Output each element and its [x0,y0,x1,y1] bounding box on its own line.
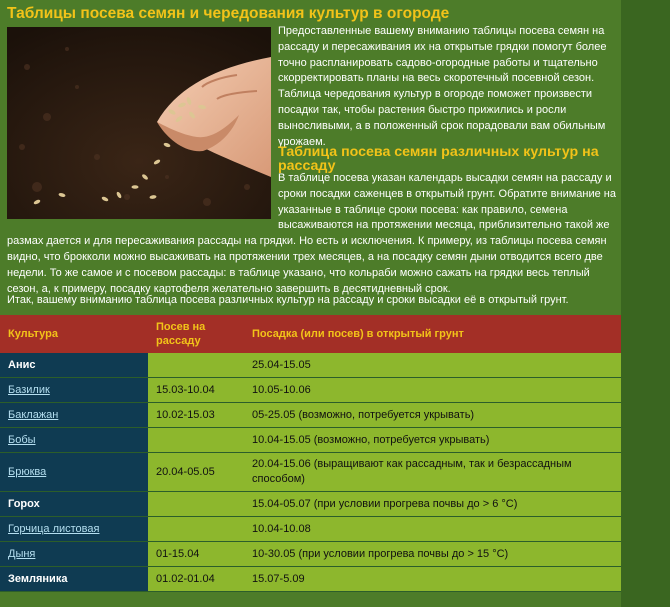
sowing-calendar-paragraph [7,171,617,297]
sowing-cell [148,428,244,453]
crop-link[interactable]: Базилик [8,383,50,396]
sowing-calendar-text: В таблице посева указан календарь высадки семян на рассаду и сроки посадки саженцев в открытый грунт. Обратите внимание на указанные в таблице сроки посева: как правило, семена высаживаются на протяжении месяца, приблизительно такой же размах дается и для пересаживания рассады на грядки. Но есть и исключения. К примеру, из таблицы посева семян видно, что брокколи можно высаживать на протяжении трех месяцев, а на посадку семян дыни отводится всего две недели. То же самое и с посевом рассады: в таблице указано, что кольраби можно сажать на грядки весь теплый сезон, а, к примеру, посадку картофеля желательно завершить в десятидневный срок. [7,172,616,295]
table-row [0,542,621,567]
table-row [0,492,621,517]
crop-cell [0,403,148,428]
table-row [0,428,621,453]
crop-name: Земляника [8,572,68,585]
page-side-strip [621,0,670,607]
crop-cell [0,542,148,567]
sowing-cell [148,353,244,378]
planting-cell: 15.04-05.07 (при условии прогрева почвы до > 6 °С) [244,492,621,517]
planting-cell: 25.04-15.05 [244,353,621,378]
sowing-cell [148,492,244,517]
crop-link[interactable]: Горчица листовая [8,522,100,535]
sowing-cell: 15.03-10.04 [148,378,244,403]
crop-cell [0,453,148,492]
sowing-cell: 01.02-01.04 [148,567,244,592]
page-title: Таблицы посева семян и чередования культур в огороде [7,5,450,22]
planting-cell: 10.05-10.06 [244,378,621,403]
table-row [0,353,621,378]
summary-paragraph: Итак, вашему вниманию таблица посева различных культур на рассаду и сроки высадки её в открытый грунт. [7,294,569,306]
table-header-row [0,315,621,353]
crop-name: Анис [8,358,36,371]
intro-paragraph: Предоставленные вашему вниманию таблицы посева семян на рассаду и пересаживания их на открытые грядки помогут более точно распланировать садово-огородные работы и тщательно скорректировать планы на весь скоротечный посевной сезон. Таблица чередования культур в огороде поможет произвести посадки так, чтобы растения быстро прижились и росли выносливыми, а в положенный срок порадовали вам обильным урожаем. [278,25,607,148]
sowing-cell [148,517,244,542]
crop-cell [0,492,148,517]
table-row [0,567,621,592]
crop-link[interactable]: Баклажан [8,408,59,421]
crop-cell [0,378,148,403]
sowing-cell: 20.04-05.05 [148,453,244,492]
crop-link[interactable]: Брюква [8,465,47,478]
crop-cell [0,353,148,378]
column-header-sowing: Посев на рассаду [148,315,244,353]
planting-cell: 05-25.05 (возможно, потребуется укрывать) [244,403,621,428]
planting-cell: 10.04-15.05 (возможно, потребуется укрывать) [244,428,621,453]
crop-cell [0,567,148,592]
sowing-cell: 01-15.04 [148,542,244,567]
table-row [0,517,621,542]
column-header-planting: Посадка (или посев) в открытый грунт [244,315,621,353]
table-row [0,453,621,492]
crop-cell [0,517,148,542]
planting-cell: 15.07-5.09 [244,567,621,592]
crop-link[interactable]: Дыня [8,547,36,560]
crop-cell [0,428,148,453]
column-header-crop: Культура [0,315,148,353]
table-row [0,403,621,428]
table-row [0,378,621,403]
planting-cell: 10-30.05 (при условии прогрева почвы до > 15 °С) [244,542,621,567]
sowing-table [0,315,621,592]
crop-link[interactable]: Бобы [8,433,36,446]
planting-cell: 10.04-10.08 [244,517,621,542]
sowing-cell: 10.02-15.03 [148,403,244,428]
crop-name: Горох [8,497,40,510]
section-subtitle: Таблица посева семян различных культур на рассаду [278,144,599,174]
planting-cell: 20.04-15.06 (выращивают как рассадным, так и безрассадным способом) [244,453,621,492]
